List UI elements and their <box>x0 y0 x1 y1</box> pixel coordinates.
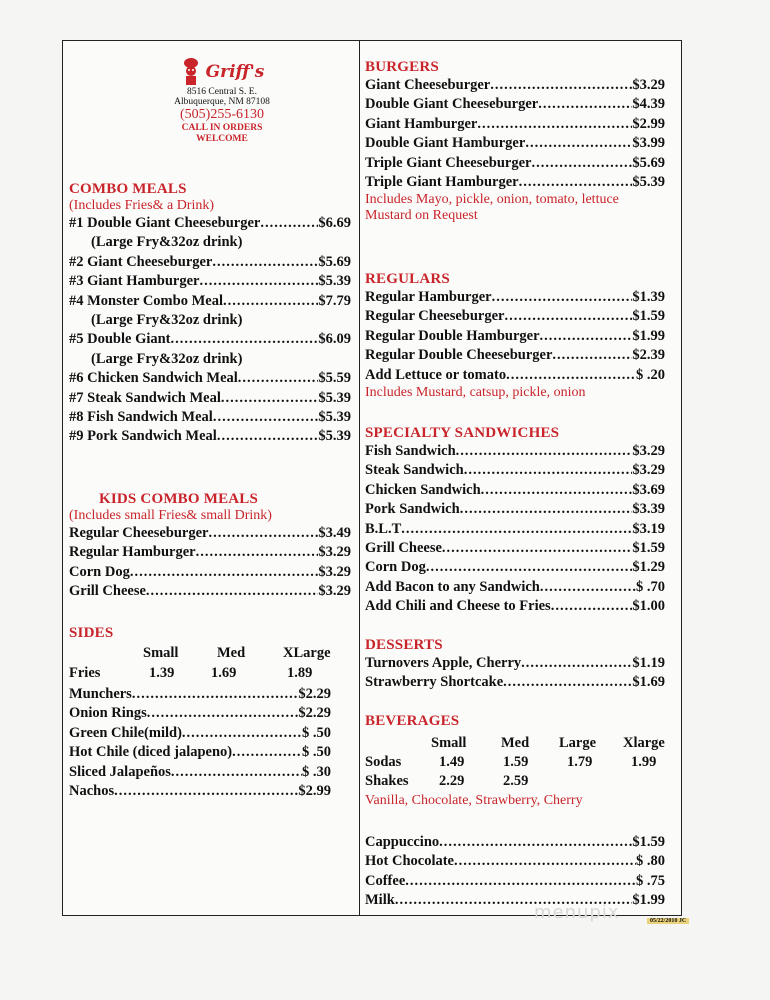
menu-item-name: Green Chile(mild) <box>69 724 182 741</box>
beverages-section <box>365 713 675 913</box>
menu-item-price: $5.39 <box>318 428 351 445</box>
call-in-line-1: CALL IN ORDERS <box>181 123 263 133</box>
shakes-flavors-note: Vanilla, Chocolate, Strawberry, Cherry <box>365 793 583 808</box>
menu-item-price: $2.29 <box>298 686 331 702</box>
bev-size-small: Small <box>431 735 467 751</box>
dot-leader <box>232 743 302 762</box>
sides-size-xlarge: XLarge <box>283 645 331 661</box>
menu-item <box>69 524 351 543</box>
menu-item-name: Regular Hamburger <box>365 289 492 305</box>
menu-item-price: $4.39 <box>632 96 665 113</box>
menu-item-name: Hot Chile (diced jalapeno) <box>69 744 233 761</box>
menu-item <box>69 330 351 349</box>
menu-item-name: Steak Sandwich <box>365 462 464 479</box>
date-stamp: 05/22/2010 JC <box>647 918 689 924</box>
sodas-label: Sodas <box>365 754 402 770</box>
menu-item-price: $5.59 <box>318 370 351 387</box>
menu-sheet <box>62 40 682 916</box>
specialty-section <box>365 425 665 617</box>
menu-item-name: Double Giant Hamburger <box>365 135 526 152</box>
sodas-med-price: 1.59 <box>503 754 529 770</box>
menu-item-price: $2.29 <box>298 705 331 722</box>
menu-item-price: $ .50 <box>302 724 331 741</box>
shakes-label: Shakes <box>365 773 409 789</box>
dot-leader <box>114 782 298 801</box>
menu-item <box>69 543 351 562</box>
menu-item <box>365 852 665 871</box>
menu-item-name: #4 Monster Combo Meal <box>69 292 223 309</box>
dot-leader <box>531 154 632 173</box>
dot-leader <box>260 214 318 233</box>
menu-item-note: (Large Fry&32oz drink) <box>91 350 243 367</box>
desserts-list <box>365 654 665 693</box>
phone-number: (505)255-6130 <box>180 107 264 122</box>
menu-item-name: #3 Giant Hamburger <box>69 273 200 290</box>
menu-item <box>365 134 665 153</box>
dot-leader <box>456 442 633 461</box>
menu-item <box>69 782 331 801</box>
menu-item-price: $3.19 <box>632 520 665 537</box>
dot-leader <box>182 724 302 743</box>
fries-med-price: 1.69 <box>211 665 237 681</box>
menu-item-name: Regular Cheeseburger <box>69 525 209 541</box>
menu-item <box>69 369 351 388</box>
menu-item-price: $7.79 <box>318 292 351 309</box>
menu-item-price: $1.19 <box>632 655 665 671</box>
sodas-large-price: 1.79 <box>567 754 593 770</box>
fries-small-price: 1.39 <box>149 665 175 681</box>
menu-item-price: $6.69 <box>318 215 351 231</box>
menu-item-price: $1.29 <box>632 559 665 576</box>
menu-item <box>365 442 665 461</box>
menu-item-price: $1.59 <box>632 308 665 325</box>
dot-leader <box>221 389 319 408</box>
burgers-note-2: Mustard on Request <box>365 208 478 224</box>
menu-item-price: $2.99 <box>632 115 665 132</box>
menu-item <box>365 115 665 134</box>
dot-leader <box>130 563 319 582</box>
section-title: COMBO MEALS <box>69 181 187 197</box>
menu-item-name: Giant Hamburger <box>365 115 478 132</box>
dot-leader <box>464 461 633 480</box>
menu-item-price: $3.29 <box>318 583 351 600</box>
menu-item-price: $ .75 <box>636 872 665 889</box>
menu-item-name: Fish Sandwich <box>365 443 456 459</box>
menu-item <box>365 673 665 692</box>
menu-item-name: Chicken Sandwich <box>365 481 481 498</box>
menu-item <box>365 558 665 577</box>
section-title: REGULARS <box>365 271 450 287</box>
menu-item <box>69 685 331 704</box>
dot-leader <box>401 520 632 539</box>
menu-item <box>69 253 351 272</box>
menu-item-price: $2.99 <box>298 783 331 800</box>
menu-item <box>365 520 665 539</box>
dot-leader <box>551 597 633 616</box>
menu-item-name: Hot Chocolate <box>365 853 454 870</box>
menu-item <box>365 327 665 346</box>
bev-size-xlarge: Xlarge <box>623 735 665 751</box>
menu-item-price: $3.29 <box>318 563 351 580</box>
menu-item-name: Corn Dog <box>365 559 426 576</box>
address-line-1: 8516 Central S. E. <box>187 87 257 97</box>
menu-item-price: $1.69 <box>632 674 665 691</box>
restaurant-logo-block <box>127 57 317 145</box>
dot-leader <box>200 272 319 291</box>
menu-item-name: Regular Double Hamburger <box>365 327 540 344</box>
menu-item <box>365 307 665 326</box>
menu-item-name: B.L.T <box>365 520 402 537</box>
menu-item <box>365 288 665 307</box>
menu-item-name: Double Giant Cheeseburger <box>365 96 539 113</box>
menu-item-name: Regular Cheeseburger <box>365 308 505 325</box>
dot-leader <box>525 134 632 153</box>
kids-list <box>69 524 351 602</box>
menu-item-name: Munchers <box>69 686 132 702</box>
dot-leader <box>171 330 319 349</box>
dot-leader <box>213 408 319 427</box>
menu-item <box>365 76 665 95</box>
dot-leader <box>519 173 633 192</box>
menu-item <box>365 366 665 385</box>
dot-leader <box>506 366 636 385</box>
dot-leader <box>460 500 633 519</box>
fries-label: Fries <box>69 665 101 681</box>
menu-item-name: #7 Steak Sandwich Meal <box>69 389 221 406</box>
menu-item <box>69 408 351 427</box>
dot-leader <box>217 427 319 446</box>
menu-item-name: #1 Double Giant Cheeseburger <box>69 215 261 231</box>
dot-leader <box>426 558 633 577</box>
menu-item <box>69 214 351 233</box>
dot-leader <box>208 524 318 543</box>
dot-leader <box>405 872 636 891</box>
section-note: (Includes small Fries& small Drink) <box>69 508 272 523</box>
menu-item-price: $ .70 <box>636 578 665 595</box>
sides-size-med: Med <box>217 645 246 661</box>
menu-item-name: Cappuccino <box>365 834 440 850</box>
menu-item-price: $5.69 <box>318 253 351 270</box>
menu-item-price: $3.49 <box>318 525 351 541</box>
menu-item <box>69 272 351 291</box>
menu-item-price: $ .50 <box>302 744 331 761</box>
menu-item <box>69 427 351 446</box>
menu-item-name: Add Bacon to any Sandwich <box>365 578 540 595</box>
call-in-line-2: WELCOME <box>196 134 248 144</box>
desserts-section <box>365 637 665 693</box>
shakes-small-price: 2.29 <box>439 773 465 789</box>
dot-leader <box>442 539 632 558</box>
menu-item-name: Grill Cheese <box>69 583 146 600</box>
bev-size-large: Large <box>559 735 597 751</box>
fries-xlarge-price: 1.89 <box>287 665 313 681</box>
dot-leader <box>540 578 636 597</box>
menu-item <box>69 743 331 762</box>
menu-item-price: $6.09 <box>318 331 351 348</box>
burgers-note-1: Includes Mayo, pickle, onion, tomato, lettuce <box>365 192 619 208</box>
menu-item-price: $5.39 <box>318 409 351 426</box>
dot-leader <box>552 346 632 365</box>
menu-item-name: Pork Sandwich <box>365 501 460 518</box>
menu-item-name: Corn Dog <box>69 563 130 580</box>
watermark: menupix <box>534 902 620 923</box>
section-title: BEVERAGES <box>365 713 460 729</box>
menu-item-note: (Large Fry&32oz drink) <box>91 234 243 251</box>
dot-leader <box>481 481 633 500</box>
menu-item-price: $3.69 <box>632 481 665 498</box>
menu-item-note: (Large Fry&32oz drink) <box>91 312 243 329</box>
menu-item <box>365 461 665 480</box>
menu-item <box>365 597 665 616</box>
menu-item <box>365 95 665 114</box>
dot-leader <box>490 76 632 95</box>
combo-meals-section <box>69 181 351 447</box>
menu-item-price: $2.39 <box>632 347 665 364</box>
burgers-section <box>365 59 665 224</box>
section-title: KIDS COMBO MEALS <box>99 491 259 507</box>
menu-item-price: $ .30 <box>302 763 331 780</box>
menu-item-price: $1.00 <box>632 598 665 615</box>
burgers-list <box>365 76 665 192</box>
menu-item-name: Triple Giant Hamburger <box>365 174 519 191</box>
dot-leader <box>238 369 319 388</box>
menu-item <box>365 654 665 673</box>
sides-list <box>69 685 331 801</box>
menu-item-name: Onion Rings <box>69 705 147 722</box>
menu-item-name: Strawberry Shortcake <box>365 674 504 691</box>
menu-item-name: Grill Cheese <box>365 540 442 557</box>
menu-item-price: $3.29 <box>318 544 351 561</box>
menu-item <box>69 704 331 723</box>
menu-item-price: $5.39 <box>318 273 351 290</box>
sides-size-small: Small <box>143 645 179 661</box>
menu-item-name: Milk <box>365 892 395 909</box>
menu-item-price: $1.99 <box>632 327 665 344</box>
section-title: BURGERS <box>365 59 439 75</box>
dot-leader <box>538 95 632 114</box>
menu-item <box>69 292 351 311</box>
dot-leader <box>171 763 302 782</box>
menu-item-name: #8 Fish Sandwich Meal <box>69 409 213 426</box>
menu-item <box>69 389 351 408</box>
menu-item-name: Giant Cheeseburger <box>365 77 491 93</box>
dot-leader <box>477 115 632 134</box>
regulars-list <box>365 288 665 385</box>
menu-item-name: #6 Chicken Sandwich Meal <box>69 370 238 387</box>
menu-item-name: Nachos <box>69 783 115 800</box>
menu-item-price: $3.99 <box>632 135 665 152</box>
section-title: SIDES <box>69 625 114 641</box>
sides-section <box>69 625 351 815</box>
menu-item-price: $3.39 <box>632 501 665 518</box>
regulars-section <box>365 271 665 401</box>
menu-item <box>365 481 665 500</box>
specialty-list <box>365 442 665 617</box>
menu-item-price: $3.29 <box>632 443 665 459</box>
dot-leader <box>196 543 319 562</box>
dot-leader <box>504 307 632 326</box>
sodas-small-price: 1.49 <box>439 754 465 770</box>
dot-leader <box>521 654 632 673</box>
section-title: DESSERTS <box>365 637 443 653</box>
menu-item-name: Triple Giant Cheeseburger <box>365 154 532 171</box>
menu-item-name: #2 Giant Cheeseburger <box>69 253 213 270</box>
menu-item <box>69 724 331 743</box>
menu-item-name: Coffee <box>365 872 406 889</box>
menu-item-name: #5 Double Giant <box>69 331 171 348</box>
menu-item-price: $ .80 <box>636 853 665 870</box>
brand-name: Griff's <box>205 62 265 82</box>
menu-item <box>69 763 331 782</box>
shakes-med-price: 2.59 <box>503 773 529 789</box>
menu-item-price: $5.69 <box>632 154 665 171</box>
menu-item-name: Regular Hamburger <box>69 544 196 561</box>
dot-leader <box>212 253 318 272</box>
menu-item-price: $1.59 <box>632 834 665 850</box>
menu-item-price: $ .20 <box>636 366 665 383</box>
menu-item <box>365 891 665 910</box>
menu-item-name: Sliced Jalapeños <box>69 763 171 780</box>
menu-item-price: $5.39 <box>318 389 351 406</box>
menu-item <box>365 154 665 173</box>
column-divider <box>359 41 360 915</box>
chef-mascot-icon <box>180 57 202 87</box>
menu-item-price: $3.29 <box>632 77 665 93</box>
menu-item-name: Add Chili and Cheese to Fries <box>365 598 551 615</box>
menu-item <box>365 500 665 519</box>
menu-item <box>69 563 351 582</box>
hot-drinks-list <box>365 833 665 911</box>
dot-leader <box>454 852 636 871</box>
menu-item <box>365 872 665 891</box>
section-note: (Includes Fries& a Drink) <box>69 198 215 213</box>
sodas-xlarge-price: 1.99 <box>631 754 657 770</box>
menu-item <box>365 539 665 558</box>
dot-leader <box>146 582 318 601</box>
menu-item-name: Add Lettuce or tomato <box>365 366 507 383</box>
menu-item-name: Regular Double Cheeseburger <box>365 347 553 364</box>
menu-item <box>69 582 351 601</box>
address-line-2: Albuquerque, NM 87108 <box>174 97 270 107</box>
menu-item <box>365 578 665 597</box>
dot-leader <box>223 292 318 311</box>
menu-item-price: $3.29 <box>632 462 665 479</box>
bev-size-med: Med <box>501 735 530 751</box>
menu-item-name: Turnovers Apple, Cherry <box>365 655 522 671</box>
menu-item <box>365 833 665 852</box>
menu-item-price: $1.99 <box>632 892 665 909</box>
menu-item <box>365 346 665 365</box>
menu-item-price: $1.39 <box>632 289 665 305</box>
menu-item-price: $1.59 <box>632 540 665 557</box>
dot-leader <box>132 685 299 704</box>
dot-leader <box>492 288 633 307</box>
menu-item <box>365 173 665 192</box>
dot-leader <box>540 327 633 346</box>
kids-combo-section <box>69 491 351 602</box>
regulars-note: Includes Mustard, catsup, pickle, onion <box>365 385 586 401</box>
menu-item-price: $5.39 <box>632 174 665 191</box>
menu-item-name: #9 Pork Sandwich Meal <box>69 428 217 445</box>
section-title: SPECIALTY SANDWICHES <box>365 425 560 441</box>
dot-leader <box>503 673 632 692</box>
dot-leader <box>439 833 632 852</box>
dot-leader <box>147 704 299 723</box>
combo-list <box>69 214 351 447</box>
